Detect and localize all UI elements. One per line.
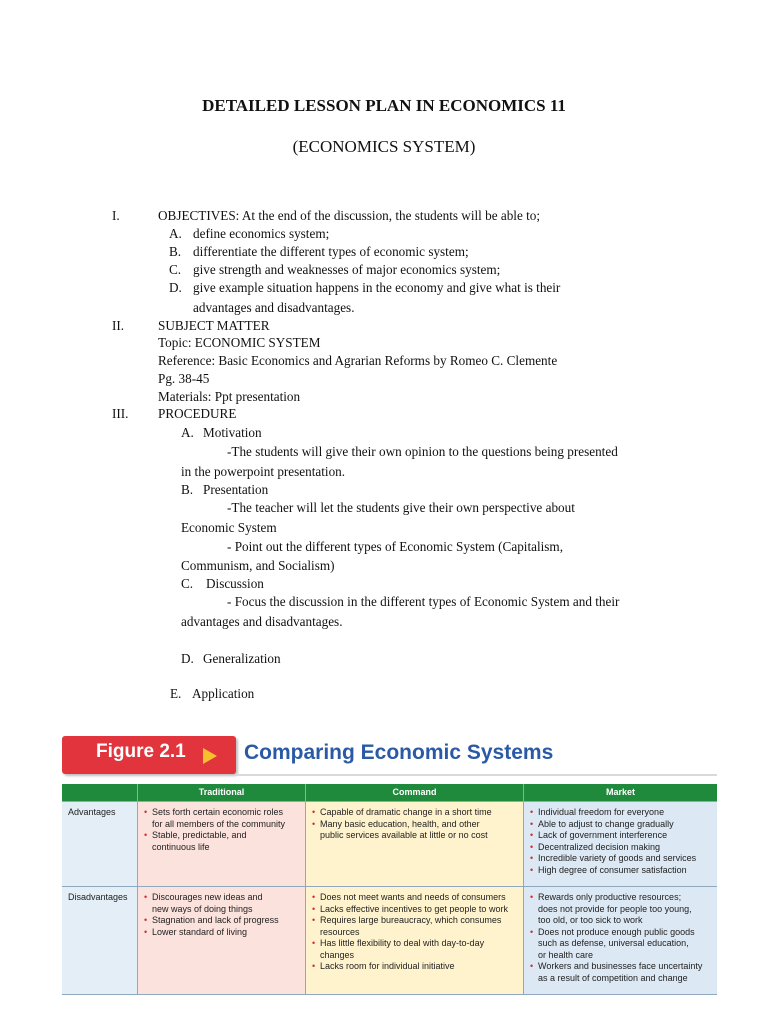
list-item: • Able to adjust to change gradually (530, 819, 713, 831)
header-market: Market (524, 784, 717, 801)
list-item: • Stable, predictable, and (144, 830, 301, 842)
table-rule (62, 994, 717, 995)
list-item-continuation: such as defense, universal education, (538, 938, 689, 948)
list-item: • Lacks effective incentives to get people to work (312, 904, 519, 916)
list-item-continuation: as a result of competition and change (538, 972, 688, 983)
section-2-heading: SUBJECT MATTER (158, 318, 270, 333)
list-item-continuation: new ways of doing things (152, 903, 253, 914)
play-arrow-icon (203, 748, 217, 764)
procedure-c-letter: C. (181, 576, 194, 591)
procedure-d-label: Generalization (203, 651, 281, 666)
objective-a-letter: A. (169, 226, 182, 241)
objective-d-text: give example situation happens in the economy and give what is their (193, 280, 561, 295)
procedure-a-label: Motivation (203, 425, 262, 440)
section-1-heading: OBJECTIVES: At the end of the discussion, the students will be able to; (158, 208, 541, 223)
section-3-number: III. (112, 406, 129, 421)
document-subtitle: (ECONOMICS SYSTEM) (292, 137, 476, 156)
list-item: • Does not produce enough public goods (530, 927, 713, 939)
figure-title-rule (236, 774, 717, 776)
cell-traditional-disadvantages (138, 887, 305, 994)
header-command: Command (306, 784, 523, 801)
objective-d-letter: D. (169, 280, 182, 295)
reference-line: Reference: Basic Economics and Agrarian Reforms by Romeo C. Clemente (158, 353, 558, 368)
list-item: • Lower standard of living (144, 927, 301, 939)
list-item-continuation: for all members of the community (152, 818, 286, 829)
table-rule (523, 784, 524, 995)
list-item: • Discourages new ideas and (144, 892, 301, 904)
procedure-e-letter: E. (170, 686, 182, 701)
procedure-c-line-1: - Focus the discussion in the different types of Economic System and their (227, 594, 620, 609)
procedure-b-line-1: -The teacher will let the students give their own perspective about (227, 500, 575, 515)
row-label-disadvantages: Disadvantages (62, 887, 137, 994)
procedure-e-label: Application (192, 686, 255, 701)
objective-c-letter: C. (169, 262, 182, 277)
list-item-continuation: too old, or too sick to work (538, 915, 643, 925)
procedure-a-letter: A. (181, 425, 194, 440)
row-label-advantages: Advantages (62, 802, 137, 886)
list-item: • Lack of government interference (530, 830, 713, 842)
figure-tab (62, 736, 236, 774)
objective-b-text: differentiate the different types of economic system; (193, 244, 469, 259)
list-item: • Stagnation and lack of progress (144, 915, 301, 927)
list-item: • High degree of consumer satisfaction (530, 865, 713, 877)
list-item: • Rewards only productive resources; (530, 892, 713, 904)
procedure-b-line-4: Communism, and Socialism) (181, 558, 335, 573)
procedure-a-line-2: in the powerpoint presentation. (181, 464, 346, 479)
table-rule (62, 801, 717, 802)
header-corner (62, 784, 137, 801)
list-item: • Does not meet wants and needs of consumers (312, 892, 519, 904)
list-item: • Many basic education, health, and other (312, 819, 519, 831)
procedure-d-letter: D. (181, 651, 194, 666)
list-item-continuation: resources (320, 926, 360, 937)
cell-market-disadvantages (524, 887, 717, 994)
section-2-number: II. (112, 318, 125, 333)
section-3-heading: PROCEDURE (158, 406, 237, 421)
table-rule (305, 784, 306, 995)
list-item-continuation: continuous life (152, 841, 210, 852)
list-item: • Sets forth certain economic roles (144, 807, 301, 819)
table-rule (137, 784, 138, 995)
objective-b-letter: B. (169, 244, 182, 259)
list-item: • Lacks room for individual initiative (312, 961, 519, 973)
list-item: • Individual freedom for everyone (530, 807, 713, 819)
list-item: • Requires large bureaucracy, which consumes (312, 915, 519, 927)
list-item: • Incredible variety of goods and services (530, 853, 713, 865)
figure-title: Comparing Economic Systems (244, 741, 554, 764)
objective-a-text: define economics system; (193, 226, 330, 241)
pages-line: Pg. 38-45 (158, 371, 210, 386)
procedure-c-label: Discussion (206, 576, 264, 591)
cell-market-advantages (524, 802, 717, 886)
list-item-continuation: or health care (538, 949, 594, 960)
procedure-a-line-1: -The students will give their own opinion to the questions being presented (227, 444, 618, 459)
procedure-c-line-2: advantages and disadvantages. (181, 614, 343, 629)
header-traditional: Traditional (138, 784, 305, 801)
topic-line: Topic: ECONOMIC SYSTEM (158, 335, 321, 350)
table-rule (62, 886, 717, 887)
list-item-continuation: does not provide for people too young, (538, 903, 692, 914)
section-1-number: I. (112, 208, 120, 223)
cell-command-advantages (306, 802, 523, 886)
procedure-b-line-2: Economic System (181, 520, 277, 535)
figure-label: Figure 2.1 (96, 741, 186, 762)
cell-traditional-advantages (138, 802, 305, 886)
procedure-b-letter: B. (181, 482, 194, 497)
list-item: • Capable of dramatic change in a short time (312, 807, 519, 819)
list-item-continuation: public services available at little or no cost (320, 830, 488, 840)
materials-line: Materials: Ppt presentation (158, 389, 301, 404)
objective-d-continuation: advantages and disadvantages. (193, 300, 355, 315)
list-item: • Has little flexibility to deal with day-to-day (312, 938, 519, 950)
list-item-continuation: changes (320, 949, 355, 960)
procedure-b-line-3: - Point out the different types of Economic System (Capitalism, (227, 539, 563, 554)
list-item: • Decentralized decision making (530, 842, 713, 854)
cell-command-disadvantages (306, 887, 523, 994)
objective-c-text: give strength and weaknesses of major economics system; (193, 262, 501, 277)
document-title: DETAILED LESSON PLAN IN ECONOMICS 11 (202, 96, 566, 115)
procedure-b-label: Presentation (203, 482, 269, 497)
list-item: • Workers and businesses face uncertainty (530, 961, 713, 973)
figure-comparing-economic-systems (62, 733, 717, 997)
